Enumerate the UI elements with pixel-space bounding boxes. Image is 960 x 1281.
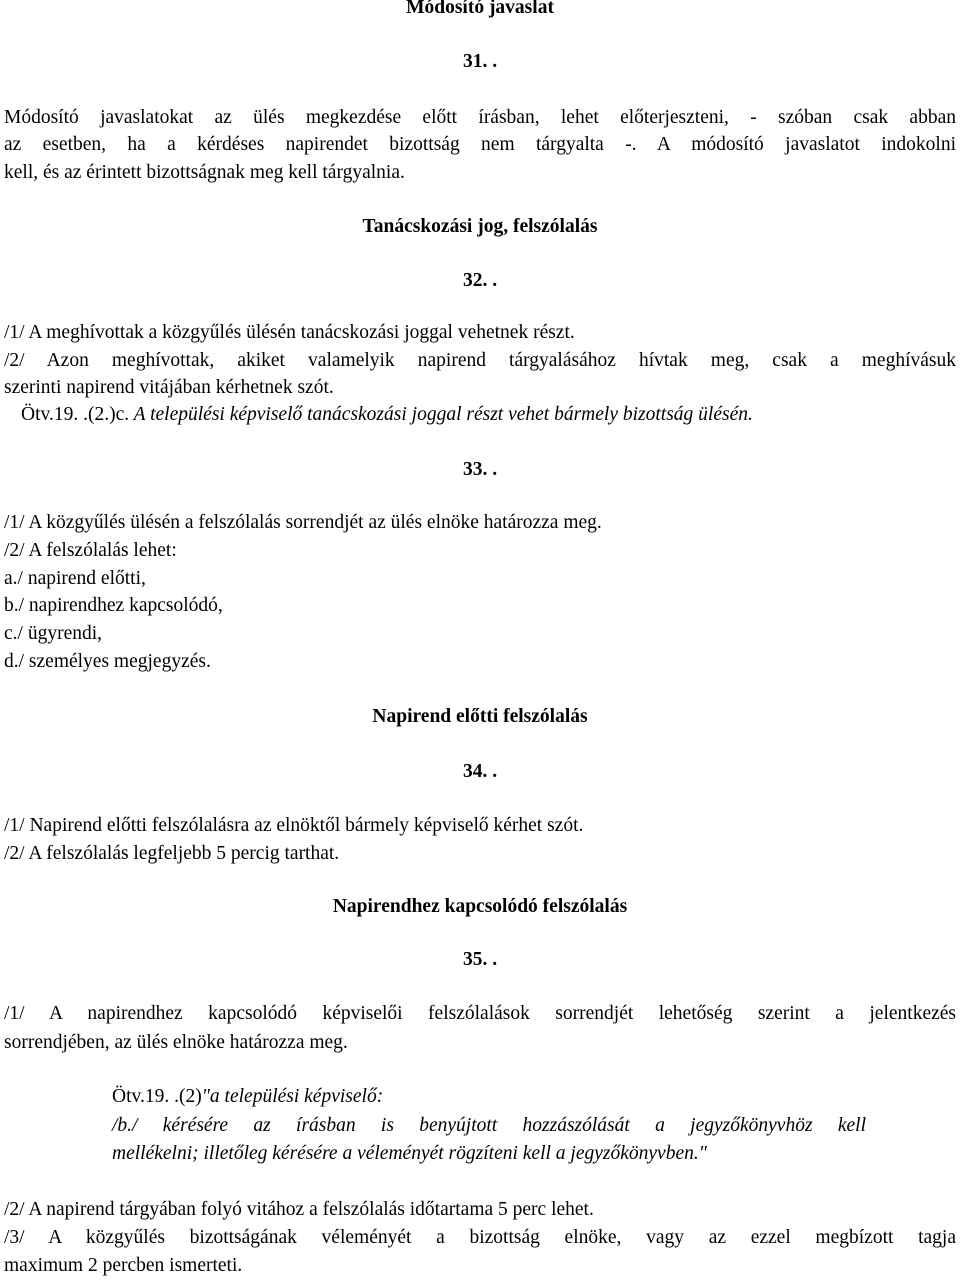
section-34-para-1: /1/ Napirend előtti felszólalásra az elnöktől bármely képviselő kérhet szót. [4,815,584,836]
section-34-number: 34. . [462,761,498,782]
list-item: b./ napirendhez kapcsolódó, [4,595,223,616]
quote-ref-prefix: Ötv.19. .(2) [112,1086,202,1107]
section-31-number: 31. . [462,51,498,72]
section-33-para-2: /2/ A felszólalás lehet: [4,540,177,561]
section-32-para-2-line-1: /2/ Azon meghívottak, akiket valamelyik napirend tárgyalásához hívtak meg, csak a meghívásuk [4,350,956,371]
section-35-para-1-line-1: /1/ A napirendhez kapcsolódó képviselői felszólalások sorrendjét lehetőség szerint a jelentkezés [4,1003,956,1024]
section-35-para-1-line-2: sorrendjében, az ülés elnöke határozza meg. [4,1032,348,1053]
section-35-quote-line-2: mellékelni; illetőleg kérésére a véleményét rögzíteni kell a jegyzőkönyvben." [112,1143,707,1164]
section-31-line-3: kell, és az érintett bizottságnak meg kell tárgyalnia. [4,162,405,183]
section-35-para-2: /2/ A napirend tárgyában folyó vitához a felszólalás időtartama 5 perc lehet. [4,1199,594,1220]
heading-napirendhez-kapcsolodo: Napirendhez kapcsolódó felszólalás [332,896,628,917]
section-32-otv-reference [21,401,956,428]
section-31-line-1: Módosító javaslatokat az ülés megkezdése előtt írásban, lehet előterjeszteni, - szóban csak abban [4,107,956,128]
list-item: a./ napirend előtti, [4,568,146,589]
section-35-quote-line-1: /b./ kérésére az írásban is benyújtott hozzászólását a jegyzőkönyvhöz kell [112,1115,866,1136]
heading-napirend-elotti: Napirend előtti felszólalás [372,706,588,727]
section-32-para-2-line-2: szerinti napirend vitájában kérhetnek szót. [4,377,334,398]
list-item: c./ ügyrendi, [4,623,103,644]
section-35-para-3-line-1: /3/ A közgyűlés bizottságának véleményét a bizottság elnöke, vagy az ezzel megbízott tagja [4,1227,956,1248]
section-32-number: 32. . [462,270,498,291]
section-33-para-1: /1/ A közgyűlés ülésén a felszólalás sorrendjét az ülés elnöke határozza meg. [4,512,602,533]
section-34-para-2: /2/ A felszólalás legfeljebb 5 percig tarthat. [4,843,340,864]
list-item: d./ személyes megjegyzés. [4,651,211,672]
heading-tanacskozasi-jog: Tanácskozási jog, felszólalás [362,216,598,237]
quote-ref-text: "a települési képviselő: [201,1086,384,1107]
section-31-line-2: az esetben, ha a kérdéses napirendet bizottság nem tárgyalta -. A módosító javaslatot indokolni [4,134,956,155]
section-35-para-3-line-2: maximum 2 percben ismerteti. [4,1255,243,1276]
section-35-number: 35. . [462,949,498,970]
otv-reference-text: A települési képviselő tanácskozási joggal részt vehet bármely bizottság ülésén. [129,404,753,425]
section-35-otv-quote-ref [112,1083,956,1110]
heading-modosito-javaslat: Módosító javaslat [406,0,554,18]
section-32-para-1: /1/ A meghívottak a közgyűlés ülésén tanácskozási joggal vehetnek részt. [4,322,575,343]
section-33-number: 33. . [462,459,498,480]
otv-reference-prefix: Ötv.19. .(2.)c. [21,404,130,425]
